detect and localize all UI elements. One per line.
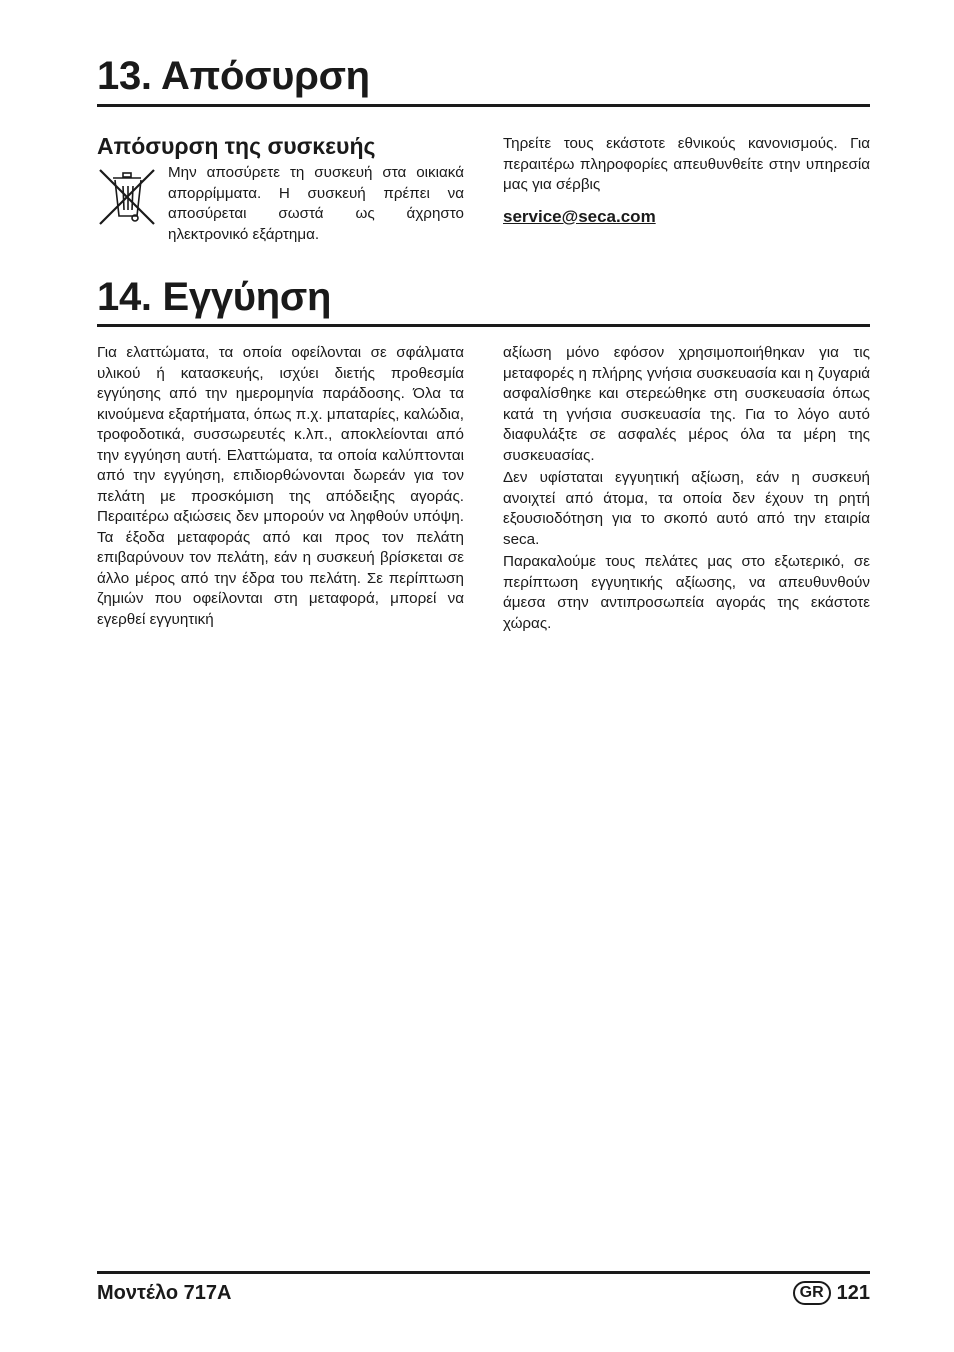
- country-code-badge: GR: [793, 1281, 831, 1305]
- footer-divider: [97, 1271, 870, 1274]
- section-14-divider: [97, 324, 870, 327]
- warranty-left-paragraph: Για ελαττώματα, τα οποία οφείλονται σε σφάλματα υλικού ή κατασκευής, ισχύει διετής προθεσμία εγγύησης από την ημερομηνία παράδοσης. Όλα τα κινούμενα εξαρτήματα, όπως π.χ. μπαταρίες, καλώδια, τροφοδοτικά, συσσωρευτές κ.λπ., αποκλείονται από την εγγύηση αυτή. Ελαττώματα, τα οποία καλύπτονται από την εγγύηση, επιδιορθώνονται δωρεάν για τον πελάτη με προσκόμιση της απόδειξης αγοράς. Περαιτέρω αξιώσεις δεν μπορούν να ληφθούν υπόψη. Τα έξοδα μεταφοράς από και προς τον πελάτη επιβαρύνουν τον πελάτη, εάν η συσκευή βρίσκεται σε άλλο μέρος από την έδρα του πελάτη. Σε περίπτωση ζημιών που οφείλονται στη μεταφορά, μπορεί να εγερθεί εγγυητική: [97, 344, 464, 628]
- warranty-paragraph-abroad: Παρακαλούμε τους πελάτες μας στο εξωτερικό, σε περίπτωση εγγυητικής αξίωσης, να απευθυνθούν άμεσα στην αντιπροσωπεία αγοράς της εκάστοτε χώρας.: [503, 553, 870, 632]
- page-number: 121: [836, 1282, 870, 1304]
- warranty-right-column: [503, 343, 870, 636]
- regulations-text: Τηρείτε τους εκάστοτε εθνικούς κανονισμούς. Για περαιτέρω πληροφορίες απευθυνθείτε στην υπηρεσία μας για σέρβις: [503, 135, 870, 193]
- disposal-subheading: Απόσυρση της συσκευής: [97, 133, 376, 159]
- section-13-divider: [97, 104, 870, 107]
- disposal-text: Μην αποσύρετε τη συσκευή στα οικιακά απορρίμματα. Η συσκευή πρέπει να αποσύρεται σωστά ως άχρηστο ηλεκτρονικό εξάρτημα.: [168, 164, 464, 243]
- footer-page-info: [793, 1280, 870, 1306]
- footer-model-name: Μοντέλο 717A: [97, 1282, 232, 1304]
- service-email-link[interactable]: service@seca.com: [503, 207, 656, 226]
- weee-crossed-bin-icon: [97, 166, 157, 228]
- warranty-paragraph-claims: αξίωση μόνο εφόσον χρησιμοποιήθηκαν για τις μεταφορές η πλήρης γνήσια συσκευασία και η ζυγαριά ασφαλίσθηκε και στερεώθηκε στη συσκευασία όπως κατά τη γνήσια συσκευασία της. Για το λόγο αυτό διαφυλάξτε σε ασφαλές μέρος όλα τα μέρη της συσκευασίας.: [503, 344, 870, 464]
- warranty-paragraph-exclusion: Δεν υφίσταται εγγυητική αξίωση, εάν η συσκευή ανοιχτεί από άτομα, τα οποία δεν έχουν τη ρητή εξουσιοδότηση για το σκοπό αυτό από την εταιρία seca.: [503, 469, 870, 548]
- section-13-heading: 13. Απόσυρση: [97, 54, 370, 98]
- section-14-heading: 14. Εγγύηση: [97, 275, 332, 319]
